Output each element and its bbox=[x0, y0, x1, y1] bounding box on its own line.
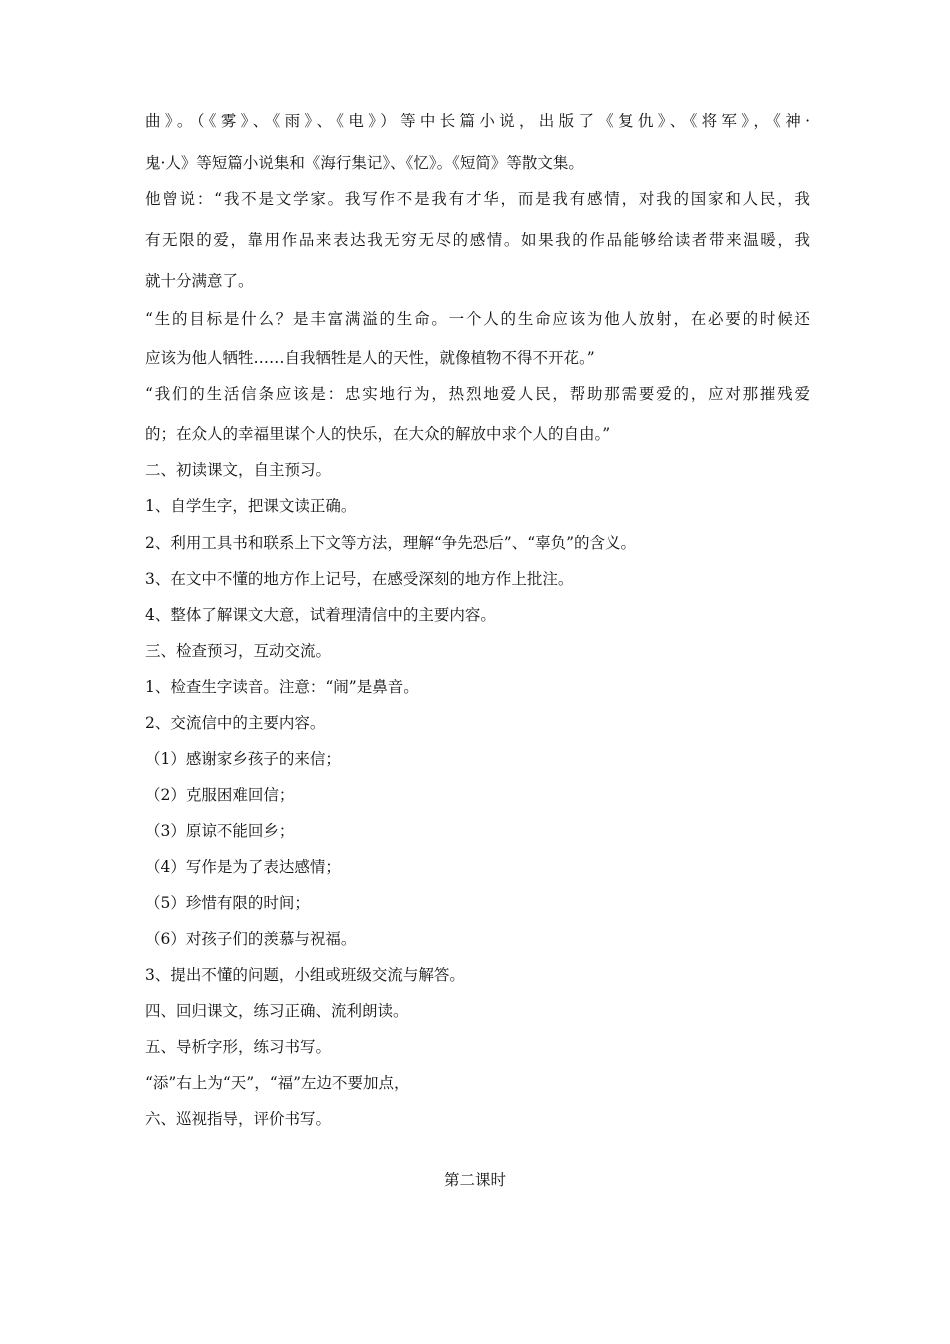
sub-list-item: （4）写作是为了表达感情； bbox=[145, 858, 341, 876]
sub-list-item: （3）原谅不能回乡； bbox=[145, 822, 295, 840]
sub-list-item: （5）珍惜有限的时间； bbox=[145, 894, 310, 912]
section-heading: 六、巡视指导，评价书写。 bbox=[145, 1110, 332, 1128]
sub-list-item: （6）对孩子们的羡慕与祝福。 bbox=[145, 930, 357, 948]
text-line: “添”右上为“天”，“福”左边不要加点， bbox=[145, 1074, 410, 1092]
text-line: 的；在众人的幸福里谋个人的快乐，在大众的解放中求个人的自由。” bbox=[145, 425, 611, 443]
text-line: 鬼·人》等短篇小说集和《海行集记》、《忆》。《短简》等散文集。 bbox=[145, 154, 584, 172]
list-item: 4、整体了解课文大意，试着理清信中的主要内容。 bbox=[145, 606, 496, 624]
sub-list-item: （1）感谢家乡孩子的来信； bbox=[145, 750, 341, 768]
text-line: “生的目标是什么？是丰富满溢的生命。一个人的生命应该为他人放射，在必要的时候还 bbox=[145, 310, 810, 328]
list-item: 3、提出不懂的问题，小组或班级交流与解答。 bbox=[145, 966, 465, 984]
sub-list-item: （2）克服困难回信； bbox=[145, 786, 295, 804]
list-item: 1、自学生字，把课文读正确。 bbox=[145, 497, 357, 515]
list-item: 3、在文中不懂的地方作上记号，在感受深刻的地方作上批注。 bbox=[145, 570, 574, 588]
section-heading: 四、回归课文，练习正确、流利朗读。 bbox=[145, 1002, 409, 1020]
section-heading: 三、检查预习，互动交流。 bbox=[145, 642, 332, 660]
section-heading: 二、初读课文，自主预习。 bbox=[145, 461, 332, 479]
text-line: 曲》。（《雾》、《雨》、《电》）等中长篇小说，出版了《复仇》、《将军》，《神· bbox=[145, 112, 810, 130]
text-line: 应该为他人牺牲……自我牺牲是人的天性，就像植物不得不开花。” bbox=[145, 349, 595, 367]
list-item: 2、利用工具书和联系上下文等方法，理解“争先恐后”、“辜负”的含义。 bbox=[145, 534, 637, 552]
text-line: 他曾说：“我不是文学家。我写作不是我有才华，而是我有感情，对我的国家和人民，我 bbox=[145, 190, 810, 208]
lesson-heading: 第二课时 bbox=[443, 1171, 506, 1189]
text-line: 就十分满意了。 bbox=[145, 272, 254, 290]
section-heading: 五、导析字形，练习书写。 bbox=[145, 1038, 332, 1056]
text-line: “我们的生活信条应该是：忠实地行为，热烈地爱人民，帮助那需要爱的，应对那摧残爱 bbox=[145, 385, 810, 403]
list-item: 1、检查生字读音。注意：“闹”是鼻音。 bbox=[145, 678, 419, 696]
list-item: 2、交流信中的主要内容。 bbox=[145, 714, 326, 732]
text-line: 有无限的爱，靠用作品来表达我无穷无尽的感情。如果我的作品能够给读者带来温暖，我 bbox=[145, 231, 810, 249]
